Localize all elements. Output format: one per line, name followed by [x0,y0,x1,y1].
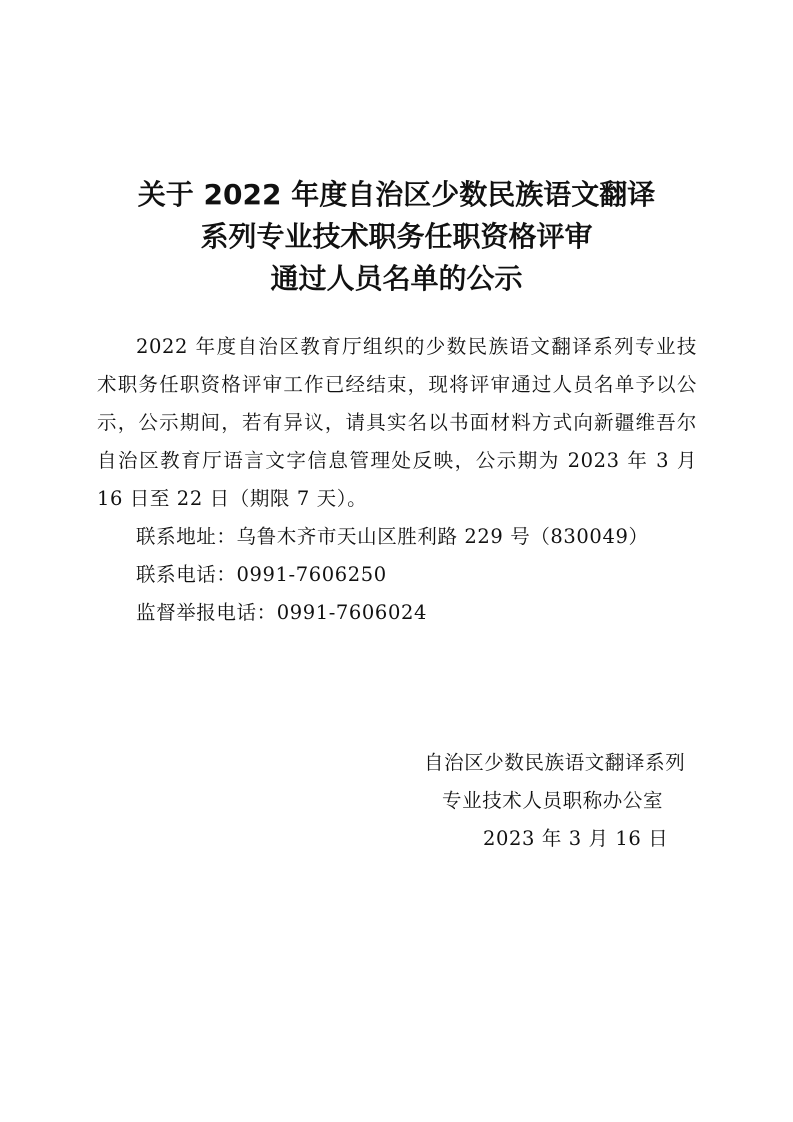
report-phone: 监督举报电话：0991-7606024 [136,601,427,624]
title-line-2: 系列专业技术职务任职资格评审 [200,220,593,253]
contact-address: 联系地址：乌鲁木齐市天山区胜利路 229 号（830049） [136,525,649,548]
signature-block [404,744,716,858]
signature-date: 2023 年 3 月 16 日 [483,827,669,850]
title-line-1: 关于 2022 年度自治区少数民族语文翻译 [137,178,656,211]
document-body [97,328,697,632]
signature-org-line-2: 专业技术人员职称办公室 [442,789,664,812]
body-paragraph: 2022 年度自治区教育厅组织的少数民族语文翻译系列专业技术职务任职资格评审工作已经结束，现将评审通过人员名单予以公示，公示期间，若有异议，请具实名以书面材料方式向新疆维吾尔自治区教育厅语言文字信息管理处反映，公示期为 2023 年 3 月 16 日至 22 日（期限 7 天）。 [97,335,697,510]
document-title [0,174,793,300]
contact-phone: 联系电话：0991-7606250 [136,563,387,586]
signature-org-line-1: 自治区少数民族语文翻译系列 [424,751,686,774]
title-line-3: 通过人员名单的公示 [270,262,523,295]
